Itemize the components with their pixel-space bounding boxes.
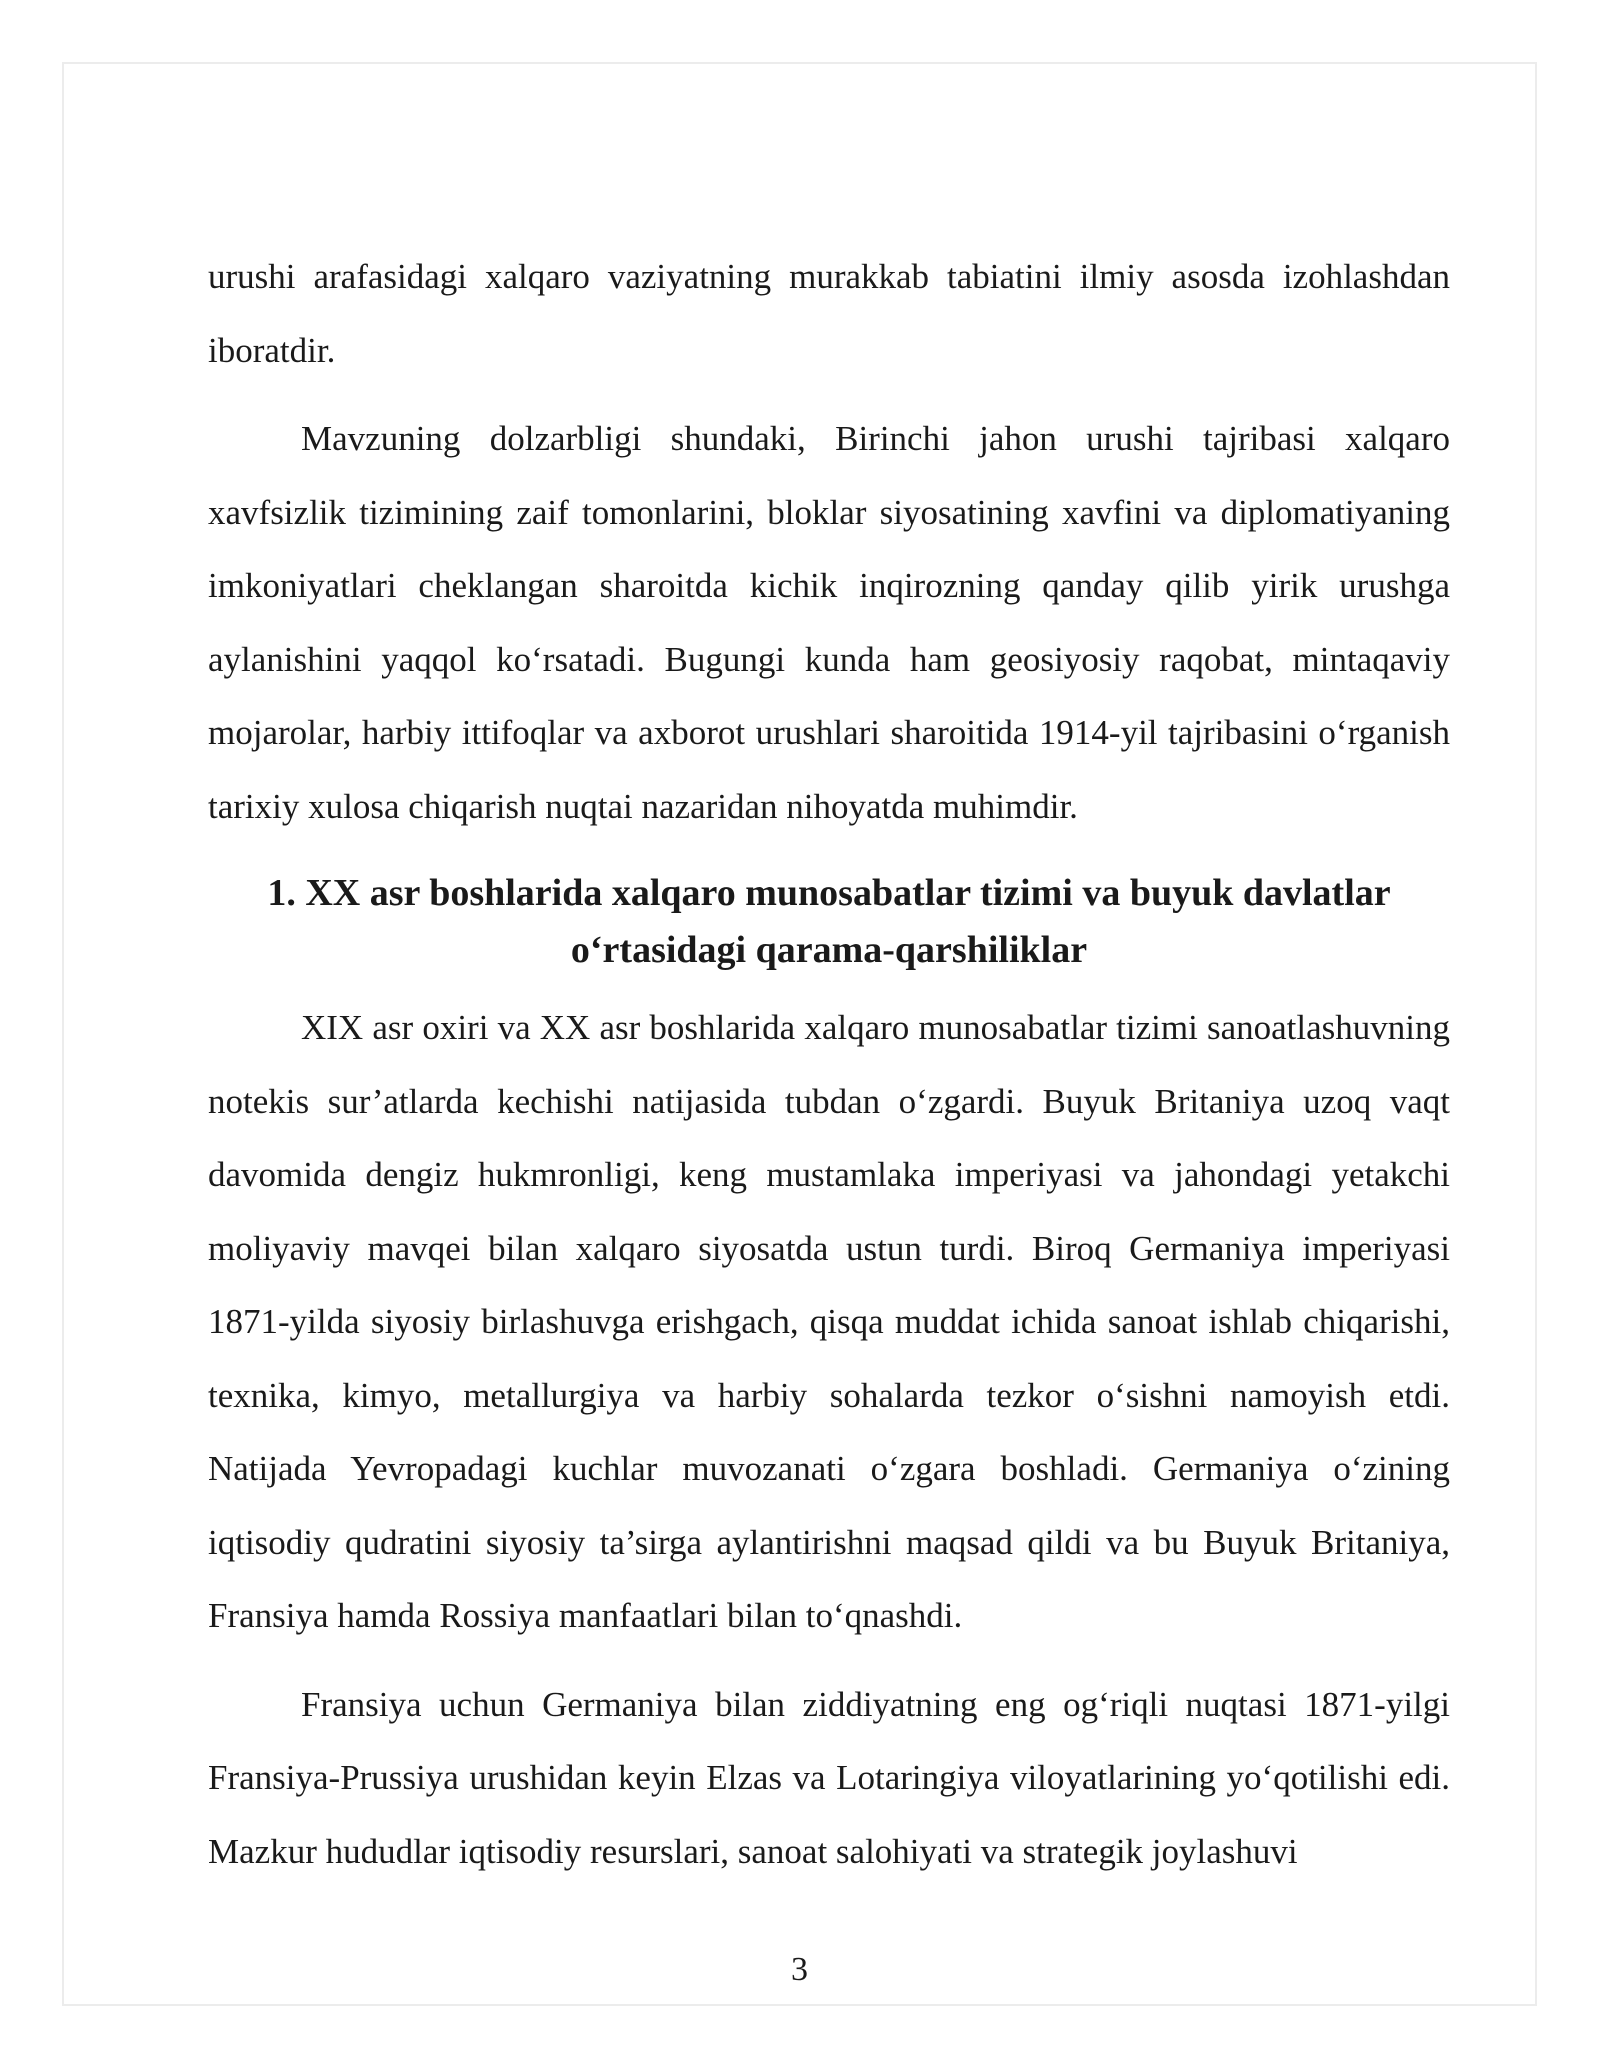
page-number: 3 xyxy=(791,1951,808,1988)
paragraph-relevance: Mavzuning dolzarbligi shundaki, Birinchi jahon urushi tajribasi xalqaro xavfsizlik tizimining zaif tomonlarini, bloklar siyosatining xavfini va diplomatiyaning imkoniyatlari cheklangan sharoitda kichik inqirozning qanday qilib yirik urushga aylanishini yaqqol ko‘rsatadi. Bugungi kunda ham geosiyosiy raqobat, mintaqaviy mojarolar, harbiy ittifoqlar va axborot urushlari sharoitida 1914-yil tajribasini o‘rganish tarixiy xulosa chiqarish nuqtai nazaridan nihoyatda muhimdir. xyxy=(208,419,1450,826)
page-content xyxy=(208,240,1450,1888)
paragraph-section-2: Fransiya uchun Germaniya bilan ziddiyatning eng og‘riqli nuqtasi 1871-yilgi Fransiya-Prussiya urushidan keyin Elzas va Lotaringiya viloyatlarining yo‘qotilishi edi. Mazkur hududlar iqtisodiy resurslari, sanoat salohiyati va strategik joylashuvi xyxy=(208,1684,1450,1871)
section-heading: 1. XX asr boshlarida xalqaro munosabatlar tizimi va buyuk davlatlar o‘rtasidagi qarama-qarshiliklar xyxy=(267,872,1391,971)
paragraph-continued: urushi arafasidagi xalqaro vaziyatning murakkab tabiatini ilmiy asosda izohlashdan iboratdir. xyxy=(208,257,1450,370)
document-page xyxy=(62,62,1537,2006)
paragraph-section-1: XIX asr oxiri va XX asr boshlarida xalqaro munosabatlar tizimi sanoatlashuvning notekis sur’atlarda kechishi natijasida tubdan o‘zgardi. Buyuk Britaniya uzoq vaqt davomida dengiz hukmronligi, keng mustamlaka imperiyasi va jahondagi yetakchi moliyaviy mavqei bilan xalqaro siyosatda ustun turdi. Biroq Germaniya imperiyasi 1871-yilda siyosiy birlashuvga erishgach, qisqa muddat ichida sanoat ishlab chiqarishi, texnika, kimyo, metallurgiya va harbiy sohalarda tezkor o‘sishni namoyish etdi. Natijada Yevropadagi kuchlar muvozanati o‘zgara boshladi. Germaniya o‘zining iqtisodiy qudratini siyosiy ta’sirga aylantirishni maqsad qildi va bu Buyuk Britaniya, Fransiya hamda Rossiya manfaatlari bilan to‘qnashdi. xyxy=(208,1008,1450,1635)
